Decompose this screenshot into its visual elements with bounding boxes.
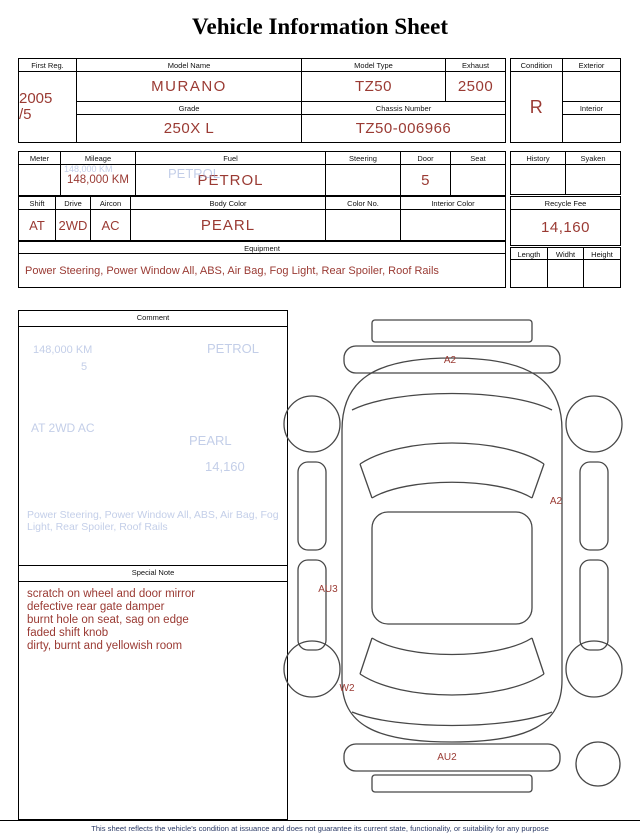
grade-value: 250X L [77,115,302,143]
ghost-fuel-text: PETROL [168,166,221,181]
door-label: Door [401,152,451,165]
ghost-comment-shift: AT 2WD AC [31,421,95,435]
special-note-line: faded shift knob [27,627,109,639]
shift-label: Shift [19,197,56,210]
aircon-value: AC [91,210,131,241]
right-side-grade-label: A2 [549,496,563,507]
equipment-table [18,241,506,288]
height-value [584,260,621,288]
dimensions-table [510,247,621,288]
front-roof-plate [372,320,532,342]
ghost-comment-equipment: Power Steering, Power Window All, ABS, Air Bag, Fog Light, Rear Spoiler, Roof Rails [27,509,279,533]
recycle-fee-label: Recycle Fee [511,197,621,210]
special-note-line: defective rear gate damper [27,601,165,613]
shift-value: AT [19,210,56,241]
special-note-lines [19,582,287,659]
color-no-label: Color No. [326,197,401,210]
front-bumper-grade-label: A2 [443,355,457,366]
car-body-outline [339,358,562,742]
condition-value: R [511,72,563,143]
width-label: Widht [548,248,584,260]
shift-row-table [18,196,506,241]
ghost-comment-recyclefee: 14,160 [205,459,245,474]
exhaust-value: 2500 [446,72,506,102]
interior-color-label: Interior Color [401,197,506,210]
page-title: Vehicle Information Sheet [192,14,448,39]
fuel-value: PETROL [136,165,326,196]
rear-bumper-grade-label: AU2 [437,752,457,763]
seat-value [451,165,506,196]
seat-label: Seat [451,152,506,165]
length-label: Length [511,248,548,260]
recycle-fee-table [510,196,621,246]
height-label: Height [584,248,621,260]
windshield-bottom-line [372,482,532,498]
rear-left-grade-label: W2 [339,683,355,694]
grade-label: Grade [77,102,302,115]
syaken-value [566,165,621,195]
chassis-number-label: Chassis Number [302,102,506,115]
windshield-sides [360,464,544,498]
history-table [510,151,621,195]
mileage-value: 148,000 KM [61,165,136,196]
ghost-comment-mileage: 148,000 KM [33,344,93,356]
interior-value [563,115,621,143]
left-side-grade-label: AU3 [318,584,338,595]
model-type-label: Model Type [302,59,446,72]
roof-panel [372,512,532,624]
special-note-header: Special Note [19,566,287,582]
meter-value [19,165,61,196]
first-reg-value [19,72,77,143]
history-value [511,165,566,195]
ghost-mileage-text: 148,000 KM [64,164,113,174]
mileage-label: Mileage [61,152,136,165]
meter-label: Meter [19,152,61,165]
condition-table [510,58,621,143]
exterior-value [563,72,621,102]
model-name-label: Model Name [77,59,302,72]
spare-wheel [576,742,620,786]
exterior-label: Exterior [563,59,621,72]
registration-table [18,58,506,143]
drive-label: Drive [56,197,91,210]
special-note-box [18,565,288,820]
equipment-label: Equipment [19,242,506,254]
recycle-fee-value: 14,160 [511,210,621,246]
rear-window-bottom-line [360,674,544,695]
syaken-label: Syaken [566,152,621,165]
right-front-door-panel [580,462,608,550]
comment-header: Comment [19,311,287,327]
ghost-comment-bodycolor: PEARL [189,433,232,448]
rear-roof-plate [372,775,532,792]
ghost-comment-fuel: PETROL [207,341,260,356]
drive-value: 2WD [56,210,91,241]
color-no-value [326,210,401,241]
comment-box [18,310,288,568]
disclaimer-text: This sheet reflects the vehicle's condition at issuance and does not guarantee its current state, functionality, or suitability for any purpose [0,820,640,833]
model-name-value: MURANO [77,72,302,102]
equipment-value: Power Steering, Power Window All, ABS, Air Bag, Fog Light, Rear Spoiler, Roof Rails [19,254,506,288]
aircon-label: Aircon [91,197,131,210]
rear-window-sides [360,638,544,674]
model-type-value: TZ50 [302,72,446,102]
first-reg-year: 2005 [19,90,53,107]
special-note-line: scratch on wheel and door mirror [27,588,196,600]
door-value: 5 [401,165,451,196]
special-note-line: burnt hole on seat, sag on edge [27,614,189,626]
chassis-number-value: TZ50-006966 [302,115,506,143]
exhaust-label: Exhaust [446,59,506,72]
special-note-line: dirty, burnt and yellowish room [27,640,183,652]
fuel-label: Fuel [136,152,326,165]
left-rear-door-panel [298,560,326,650]
first-reg-month: /5 [19,106,32,123]
width-value [548,260,584,288]
history-label: History [511,152,566,165]
left-front-door-panel [298,462,326,550]
body-color-label: Body Color [131,197,326,210]
condition-label: Condition [511,59,563,72]
first-reg-label: First Reg. [19,59,77,72]
windshield-top-line [360,443,544,464]
interior-label: Interior [563,102,621,115]
body-color-value: PEARL [131,210,326,241]
length-value [511,260,548,288]
steering-label: Steering [326,152,401,165]
hood-line [352,394,552,411]
right-rear-door-panel [580,560,608,650]
front-right-wheel [566,396,622,452]
steering-value [326,165,401,196]
interior-color-value [401,210,506,241]
front-left-wheel [284,396,340,452]
rear-window-top-line [372,638,532,655]
ghost-comment-door: 5 [81,361,88,373]
car-top-view-diagram [272,312,634,818]
trunk-line [352,712,552,726]
